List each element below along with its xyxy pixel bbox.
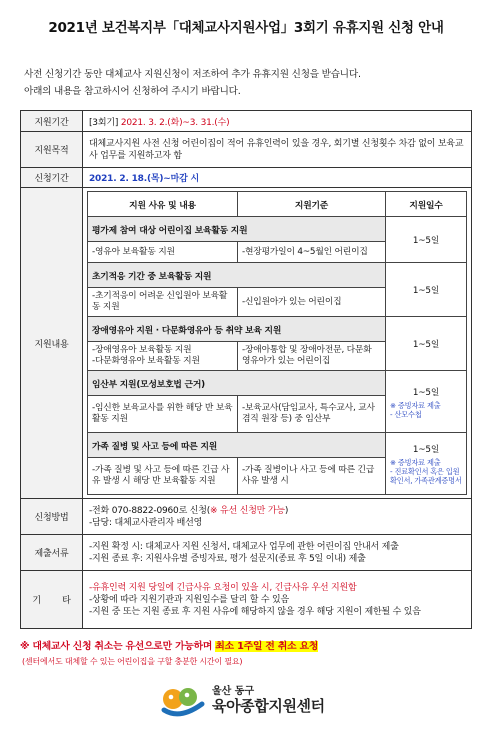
intro-line: 사전 신청기간 동안 대체교사 지원신청이 저조하여 추가 유휴지원 신청을 받습니다. <box>24 69 361 80</box>
support-category-row <box>88 371 467 396</box>
support-criteria: -현장평가일이 4~5월인 어린이집 <box>238 242 386 263</box>
org-name: 육아종합지원센터 <box>212 697 325 715</box>
org-logo <box>160 682 380 722</box>
apply-value: 2021. 2. 18.(목)~마감 시 <box>83 168 472 188</box>
intro-line: 아래의 내용을 참고하시어 신청하여 주시기 바랍니다. <box>24 86 241 97</box>
support-category-row <box>88 433 467 458</box>
method-label: 신청방법 <box>21 499 83 535</box>
support-criteria: -보육교사(담임교사, 특수교사, 교사겸직 원장 등) 중 임산부 <box>238 396 386 433</box>
support-cell <box>83 188 472 499</box>
support-criteria: -신입원아가 있는 어린이집 <box>238 288 386 317</box>
support-reason: -장애영유아 보육활동 지원 -다문화영유아 보육활동 지원 <box>88 342 238 371</box>
docs-label: 제출서류 <box>21 535 83 571</box>
purpose-label: 지원목적 <box>21 132 83 168</box>
support-days-value: 1~5일 <box>412 286 440 296</box>
purpose-value: 대체교사지원 사전 신청 어린이집이 적어 유휴인력이 있을 경우, 회기별 신청횟수 차감 없이 보육교사 업무를 지원하고자 함 <box>83 132 472 168</box>
info-table <box>20 110 472 629</box>
etc-line: -유휴인력 지원 당일에 긴급사유 요청이 있을 시, 긴급사유 우선 지원함 <box>89 582 357 593</box>
period-prefix: [3회기] <box>89 117 119 128</box>
support-reason: -초기적응이 어려운 신입원아 보육활동 지원 <box>88 288 238 317</box>
method-line: -담당: 대체교사관리자 배선영 <box>89 517 203 528</box>
support-reason: -영유아 보육활동 지원 <box>88 242 238 263</box>
support-criteria: -장애아통합 및 장애아전문, 다문화 영유아가 있는 어린이집 <box>238 342 386 371</box>
docs-line: -지원 종료 후: 지원사유별 증빙자료, 평가 설문지(종료 후 5일 이내) 제출 <box>89 553 366 564</box>
method-line: -전화 070-8822-0960로 신청(※ 유선 신청만 가능) <box>89 505 289 516</box>
apply-label: 신청기간 <box>21 168 83 188</box>
cancel-notice: ※ 대체교사 신청 취소는 유선으로만 가능하며 최소 1주일 전 취소 요청 <box>20 641 319 652</box>
support-days-value: 1~5일 <box>412 340 440 350</box>
support-reason: -임신한 보육교사를 위한 해당 반 보육활동 지원 <box>88 396 238 433</box>
period-dates: 2021. 3. 2.(화)~3. 31.(수) <box>120 117 230 128</box>
content-label: 지원내용 <box>21 188 83 499</box>
support-category: 평가제 참여 대상 어린이집 보육활동 지원 <box>88 217 386 242</box>
docs-value <box>83 535 472 571</box>
etc-label: 기 타 <box>21 571 83 629</box>
support-days <box>386 371 467 433</box>
info-table-wrapper <box>20 110 472 617</box>
support-header: 지원 사유 및 내용 <box>88 192 238 217</box>
center-logo-icon <box>160 684 206 718</box>
support-header: 지원기준 <box>238 192 386 217</box>
etc-line: -지원 중 또는 지원 종료 후 지원 사유에 해당하지 않을 경우 해당 지원이 제한될 수 있음 <box>89 606 421 617</box>
docs-line: -지원 확정 시: 대체교사 지원 신청서, 대체교사 업무에 관한 어린이집 안내서 제출 <box>89 541 399 552</box>
support-days-value: 1~5일 <box>412 236 440 246</box>
support-days <box>386 317 467 371</box>
method-note: ※ 유선 신청만 가능 <box>210 505 285 516</box>
cancel-subnote: (센터에서도 대체할 수 있는 어린이집을 구할 충분한 시간이 필요) <box>22 657 243 666</box>
period-value <box>83 111 472 132</box>
support-category: 초기적응 기간 중 보육활동 지원 <box>88 263 386 288</box>
support-category: 장애영유아 지원 · 다문화영유아 등 취약 보육 지원 <box>88 317 386 342</box>
support-days-value: 1~5일 <box>412 387 440 398</box>
support-days <box>386 433 467 495</box>
support-category: 가족 질병 및 사고 등에 따른 지원 <box>88 433 386 458</box>
etc-value <box>83 571 472 629</box>
support-reason: -가족 질병 및 사고 등에 따른 긴급 사유 발생 시 해당 반 보육활동 지원 <box>88 458 238 495</box>
page-title: 2021년 보건복지부「대체교사지원사업」3회기 유휴지원 신청 안내 <box>48 20 444 36</box>
support-days <box>386 217 467 263</box>
support-category-row <box>88 263 467 288</box>
method-value <box>83 499 472 535</box>
cancel-highlight: 최소 1주일 전 취소 요청 <box>215 641 319 652</box>
support-category-row <box>88 217 467 242</box>
support-category-row <box>88 317 467 342</box>
support-days <box>386 263 467 317</box>
support-note: ※ 증빙자료 제출 - 산모수첩 <box>390 400 441 419</box>
support-category: 임산부 지원(모성보호법 근거) <box>88 371 386 396</box>
support-header-row <box>88 192 467 217</box>
org-sub: 울산 동구 <box>212 686 255 697</box>
support-criteria: -가족 질병이나 사고 등에 따른 긴급 사유 발생 시 <box>238 458 386 495</box>
support-header: 지원일수 <box>386 192 467 217</box>
support-days-value: 1~5일 <box>412 445 440 455</box>
intro-text <box>24 66 474 100</box>
support-note: ※ 증빙자료 제출 - 진료확인서 혹은 입원확인서, 가족관계증명서 <box>390 458 462 485</box>
period-label: 지원기간 <box>21 111 83 132</box>
support-table <box>87 191 467 495</box>
etc-line: -상황에 따라 지원기관과 지원일수를 달리 할 수 있음 <box>89 594 290 605</box>
